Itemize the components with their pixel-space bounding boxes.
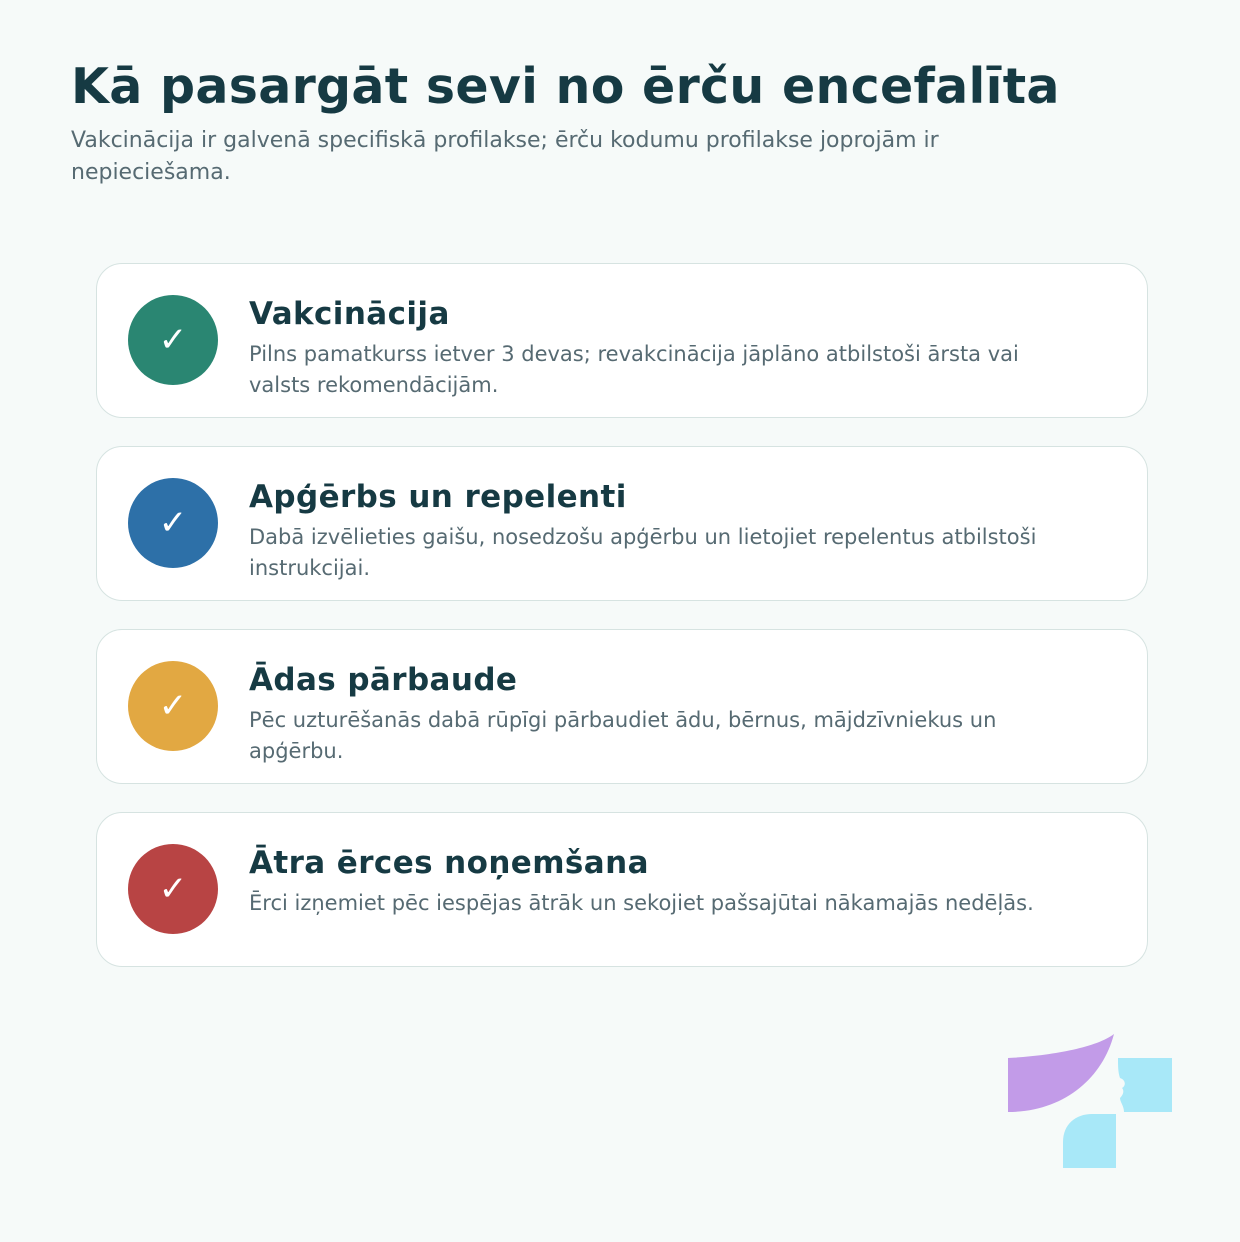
check-icon: ✓	[128, 478, 218, 568]
card-tick-removal	[96, 812, 1148, 967]
header	[71, 58, 1071, 189]
card-text: Ērci izņemiet pēc iespējas ātrāk un sekojiet pašsajūtai nākamajās nedēļās.	[249, 891, 1034, 915]
card-skin-check	[96, 629, 1148, 784]
card-text: Dabā izvēlieties gaišu, nosedzošu apģērbu un lietojiet repelentus atbilstoši instrukcijai.	[249, 525, 1037, 580]
prevention-card-list	[96, 263, 1148, 995]
card-clothing-repellents	[96, 446, 1148, 601]
page-subtitle: Vakcinācija ir galvenā specifiskā profilakse; ērču kodumu profilakse joprojām ir nepieciešama.	[71, 128, 939, 185]
card-title: Apģērbs un repelenti	[249, 479, 627, 515]
medical-cross-logo-icon	[1006, 1032, 1174, 1168]
card-title: Ātra ērces noņemšana	[249, 845, 649, 881]
logo-blue-lower	[1063, 1114, 1116, 1168]
check-icon: ✓	[128, 844, 218, 934]
card-text: Pilns pamatkurss ietver 3 devas; revakcinācija jāplāno atbilstoši ārsta vai valsts rekomendācijām.	[249, 342, 1019, 397]
page-title: Kā pasargāt sevi no ērču encefalīta	[71, 58, 1060, 115]
card-title: Ādas pārbaude	[249, 662, 518, 698]
logo-blue-upper	[1118, 1058, 1172, 1112]
check-icon: ✓	[128, 295, 218, 385]
card-text: Pēc uzturēšanās dabā rūpīgi pārbaudiet ādu, bērnus, mājdzīvniekus un apģērbu.	[249, 708, 997, 763]
card-title: Vakcinācija	[249, 296, 450, 332]
card-vaccination	[96, 263, 1148, 418]
check-icon: ✓	[128, 661, 218, 751]
logo-purple-leaf	[1008, 1034, 1114, 1112]
